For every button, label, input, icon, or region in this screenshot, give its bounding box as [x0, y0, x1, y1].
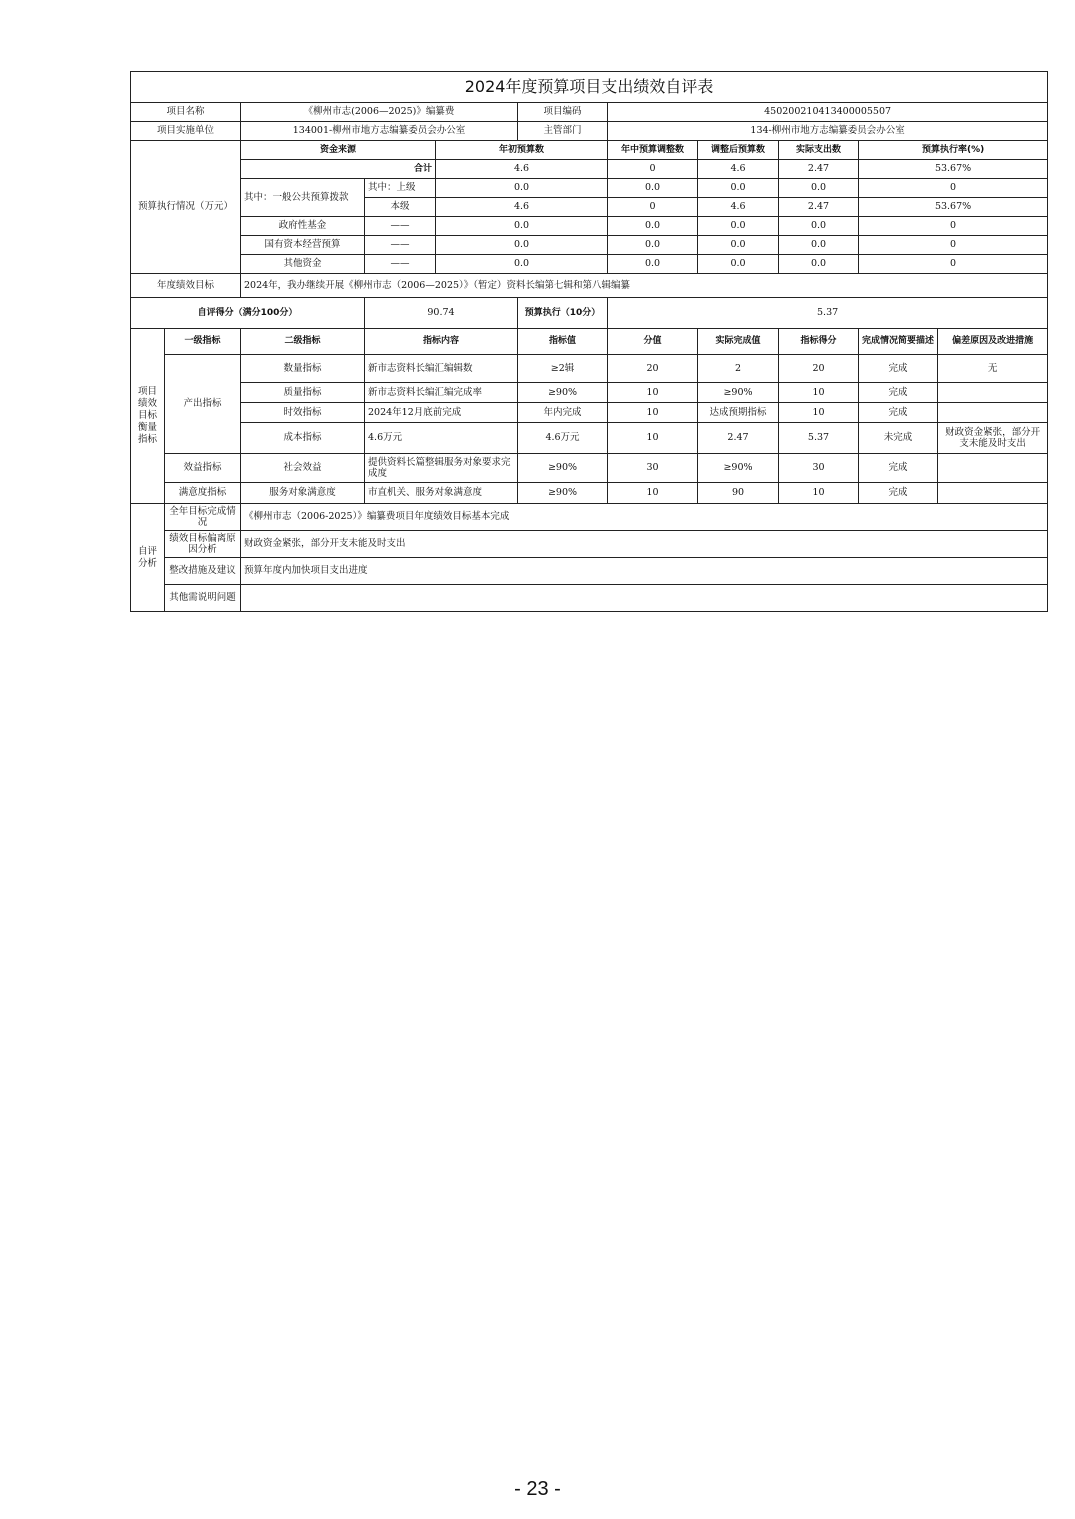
- indicator-actual: 2: [698, 355, 779, 383]
- indicator-score: 30: [779, 454, 859, 483]
- indicator-score: 20: [779, 355, 859, 383]
- indicator-status: 完成: [859, 483, 938, 504]
- indicator-reason: [938, 454, 1048, 483]
- total-initial: 4.6: [436, 160, 608, 179]
- indicator-level2: 时效指标: [241, 403, 365, 423]
- indicator-actual: 达成预期指标: [698, 403, 779, 423]
- self-score-value: 90.74: [365, 298, 518, 329]
- total-label: 合计: [241, 160, 436, 179]
- header-initial: 年初预算数: [436, 141, 608, 160]
- indicator-target: ≥90%: [518, 383, 608, 403]
- dept-label: 主管部门: [518, 122, 608, 141]
- indicator-reason: 财政资金紧张，部分开支未能及时支出: [938, 423, 1048, 454]
- header-target: 指标值: [518, 329, 608, 355]
- state-capital-initial: 0.0: [436, 236, 608, 255]
- indicator-content: 2024年12月底前完成: [365, 403, 518, 423]
- indicator-target: ≥90%: [518, 483, 608, 504]
- header-rate: 预算执行率(%): [859, 141, 1048, 160]
- header-status: 完成情况简要描述: [859, 329, 938, 355]
- indicator-content: 新市志资料长编汇编完成率: [365, 383, 518, 403]
- header-content: 指标内容: [365, 329, 518, 355]
- other-fund-dash: ——: [365, 255, 436, 274]
- annual-goal-text: 2024年，我办继续开展《柳州市志（2006—2025）》（暂定）资料长编第七辑和第八辑编纂: [241, 274, 1048, 298]
- header-score: 指标得分: [779, 329, 859, 355]
- exec-score-value: 5.37: [608, 298, 1048, 329]
- exec-score-label: 预算执行（10分）: [518, 298, 608, 329]
- header-level1: 一级指标: [165, 329, 241, 355]
- local-initial: 4.6: [436, 198, 608, 217]
- project-unit: 134001-柳州市地方志编纂委员会办公室: [241, 122, 518, 141]
- indicator-level2: 社会效益: [241, 454, 365, 483]
- gov-fund-rate: 0: [859, 217, 1048, 236]
- local-label: 本级: [365, 198, 436, 217]
- analysis-row-label: 整改措施及建议: [165, 558, 241, 585]
- upper-label: 其中：上级: [365, 179, 436, 198]
- header-actual: 实际支出数: [779, 141, 859, 160]
- project-code-label: 项目编码: [518, 103, 608, 122]
- state-capital-rate: 0: [859, 236, 1048, 255]
- output-indicator-label: 产出指标: [165, 355, 241, 454]
- indicator-reason: [938, 383, 1048, 403]
- indicator-content: 市直机关、服务对象满意度: [365, 483, 518, 504]
- gov-fund-dash: ——: [365, 217, 436, 236]
- budget-section-label: 预算执行情况（万元）: [131, 141, 241, 274]
- performance-self-evaluation-table: [130, 71, 1048, 612]
- benefit-indicator-label: 效益指标: [165, 454, 241, 483]
- header-reason: 偏差原因及改进措施: [938, 329, 1048, 355]
- total-rate: 53.67%: [859, 160, 1048, 179]
- satisfaction-indicator-label: 满意度指标: [165, 483, 241, 504]
- indicator-score: 10: [779, 383, 859, 403]
- gov-fund-actual: 0.0: [779, 217, 859, 236]
- header-mid-adjust: 年中预算调整数: [608, 141, 698, 160]
- analysis-row-text: 预算年度内加快项目支出进度: [241, 558, 1048, 585]
- state-capital-adjusted: 0.0: [698, 236, 779, 255]
- project-unit-label: 项目实施单位: [131, 122, 241, 141]
- dept-value: 134-柳州市地方志编纂委员会办公室: [608, 122, 1048, 141]
- other-fund-initial: 0.0: [436, 255, 608, 274]
- indicator-weight: 10: [608, 403, 698, 423]
- other-fund-actual: 0.0: [779, 255, 859, 274]
- analysis-row-text: 财政资金紧张，部分开支未能及时支出: [241, 531, 1048, 558]
- upper-mid-adjust: 0.0: [608, 179, 698, 198]
- indicator-weight: 10: [608, 483, 698, 504]
- other-fund-mid-adjust: 0.0: [608, 255, 698, 274]
- indicator-status: 完成: [859, 403, 938, 423]
- other-fund-adjusted: 0.0: [698, 255, 779, 274]
- upper-rate: 0: [859, 179, 1048, 198]
- state-capital-label: 国有资本经营预算: [241, 236, 365, 255]
- self-score-label: 自评得分（满分100分）: [131, 298, 365, 329]
- total-adjusted: 4.6: [698, 160, 779, 179]
- project-name: 《柳州市志(2006—2025)》编纂费: [241, 103, 518, 122]
- gov-fund-adjusted: 0.0: [698, 217, 779, 236]
- state-capital-dash: ——: [365, 236, 436, 255]
- indicator-actual: 2.47: [698, 423, 779, 454]
- indicator-content: 4.6万元: [365, 423, 518, 454]
- total-mid-adjust: 0: [608, 160, 698, 179]
- indicator-actual: ≥90%: [698, 383, 779, 403]
- header-level2: 二级指标: [241, 329, 365, 355]
- general-budget-label: 其中：一般公共预算拨款: [241, 179, 365, 217]
- state-capital-actual: 0.0: [779, 236, 859, 255]
- header-actual-value: 实际完成值: [698, 329, 779, 355]
- indicator-level2: 服务对象满意度: [241, 483, 365, 504]
- indicator-weight: 20: [608, 355, 698, 383]
- indicator-actual: 90: [698, 483, 779, 504]
- header-adjusted: 调整后预算数: [698, 141, 779, 160]
- local-adjusted: 4.6: [698, 198, 779, 217]
- indicator-status: 完成: [859, 454, 938, 483]
- project-code: 450200210413400005507: [608, 103, 1048, 122]
- other-fund-rate: 0: [859, 255, 1048, 274]
- gov-fund-initial: 0.0: [436, 217, 608, 236]
- analysis-row-text: 《柳州市志（2006-2025）》编纂费项目年度绩效目标基本完成: [241, 504, 1048, 531]
- analysis-row-text: [241, 585, 1048, 612]
- table-title: 2024年度预算项目支出绩效自评表: [131, 72, 1048, 103]
- indicator-status: 完成: [859, 383, 938, 403]
- gov-fund-mid-adjust: 0.0: [608, 217, 698, 236]
- total-actual: 2.47: [779, 160, 859, 179]
- indicator-content: 新市志资料长编汇编辑数: [365, 355, 518, 383]
- indicator-reason: 无: [938, 355, 1048, 383]
- indicator-weight: 10: [608, 383, 698, 403]
- indicator-content: 提供资料长篇整辑服务对象要求完成度: [365, 454, 518, 483]
- analysis-section-label: 自评分析: [131, 504, 165, 612]
- indicator-score: 5.37: [779, 423, 859, 454]
- indicator-score: 10: [779, 483, 859, 504]
- upper-initial: 0.0: [436, 179, 608, 198]
- analysis-row-label: 绩效目标偏离原因分析: [165, 531, 241, 558]
- indicator-level2: 成本指标: [241, 423, 365, 454]
- indicator-status: 完成: [859, 355, 938, 383]
- analysis-row-label: 全年目标完成情况: [165, 504, 241, 531]
- indicator-reason: [938, 483, 1048, 504]
- indicator-target: ≥2辑: [518, 355, 608, 383]
- indicator-weight: 10: [608, 423, 698, 454]
- analysis-row-label: 其他需说明问题: [165, 585, 241, 612]
- indicator-score: 10: [779, 403, 859, 423]
- indicator-level2: 质量指标: [241, 383, 365, 403]
- local-actual: 2.47: [779, 198, 859, 217]
- upper-adjusted: 0.0: [698, 179, 779, 198]
- state-capital-mid-adjust: 0.0: [608, 236, 698, 255]
- indicator-status: 未完成: [859, 423, 938, 454]
- indicator-actual: ≥90%: [698, 454, 779, 483]
- local-rate: 53.67%: [859, 198, 1048, 217]
- indicator-target: 4.6万元: [518, 423, 608, 454]
- local-mid-adjust: 0: [608, 198, 698, 217]
- other-fund-label: 其他资金: [241, 255, 365, 274]
- annual-goal-label: 年度绩效目标: [131, 274, 241, 298]
- header-weight: 分值: [608, 329, 698, 355]
- upper-actual: 0.0: [779, 179, 859, 198]
- project-name-label: 项目名称: [131, 103, 241, 122]
- header-source: 资金来源: [241, 141, 436, 160]
- indicator-section-label: 项目绩效目标衡量指标: [131, 329, 165, 504]
- indicator-target: 年内完成: [518, 403, 608, 423]
- indicator-weight: 30: [608, 454, 698, 483]
- page-number: - 23 -: [514, 1478, 561, 1500]
- indicator-level2: 数量指标: [241, 355, 365, 383]
- indicator-target: ≥90%: [518, 454, 608, 483]
- gov-fund-label: 政府性基金: [241, 217, 365, 236]
- indicator-reason: [938, 403, 1048, 423]
